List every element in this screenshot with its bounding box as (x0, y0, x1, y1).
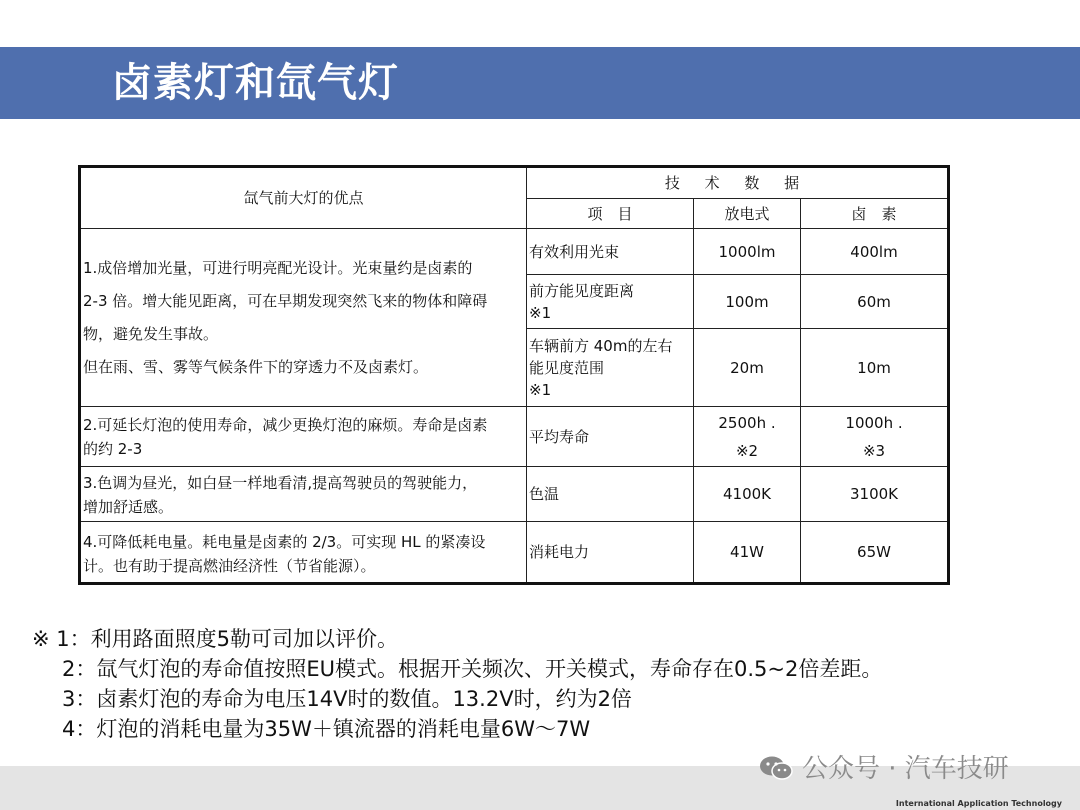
item-label: 有效利用光束 (529, 242, 620, 261)
wechat-icon (758, 755, 794, 781)
advantage-3-line: 增加舒适感。 (83, 498, 174, 516)
halogen-value: 65W (801, 522, 949, 584)
advantage-1 (80, 229, 527, 407)
advantage-4-line: 计。也有助于提高燃油经济性（节省能源）。 (83, 557, 376, 575)
table-header-row (80, 167, 949, 199)
footnote-4: 4：灯泡的消耗电量为35W＋镇流器的消耗电量6W～7W (62, 717, 591, 741)
advantage-4 (80, 522, 527, 584)
item-power-consumption (527, 522, 694, 584)
halogen-value: 400lm (801, 229, 949, 275)
discharge-value: 1000lm (694, 229, 801, 275)
item-visibility-range (527, 329, 694, 407)
halogen-life-note: ※3 (862, 441, 886, 460)
advantage-1-line: 2-3 倍。增大能见距离，可在早期发现突然飞来的物体和障碍 (83, 291, 488, 310)
halogen-value: 60m (801, 275, 949, 329)
advantage-2-line: 的约 2-3 (83, 439, 143, 458)
table-row (80, 407, 949, 467)
item-label: 车辆前方 40m的左右 (529, 336, 673, 355)
discharge-life: 2500h . (718, 413, 776, 432)
halogen-value (801, 407, 949, 467)
advantage-1-line: 物，避免发生事故。 (83, 324, 219, 343)
halogen-value: 3100K (801, 467, 949, 522)
watermark-text: 公众号 · 汽车技研 (802, 754, 1009, 784)
discharge-value: 4100K (694, 467, 801, 522)
footnote-1: ※ 1：利用路面照度5勒可司加以评价。 (32, 627, 398, 651)
advantage-1-line: 1.成倍增加光量，可进行明亮配光设计。光束量约是卤素的 (83, 258, 473, 277)
title-band (0, 47, 1080, 119)
table-row (80, 522, 949, 584)
discharge-value: 41W (694, 522, 801, 584)
spec-table (78, 165, 950, 585)
footnotes (32, 624, 882, 744)
item-note-ref: ※1 (529, 380, 552, 399)
item-label: 消耗电力 (529, 543, 590, 561)
footnote-2: 2：氙气灯泡的寿命值按照EU模式。根据开关频次、开关模式，寿命存在0.5~2倍差距。 (62, 657, 883, 681)
halogen-life: 1000h . (845, 413, 903, 432)
item-color-temp (527, 467, 694, 522)
advantage-3 (80, 467, 527, 522)
footnote-3: 3：卤素灯泡的寿命为电压14V时的数值。13.2V时，约为2倍 (62, 687, 632, 711)
item-note-ref: ※1 (529, 303, 552, 322)
footer-text: International Application Technology (895, 799, 1062, 808)
col-halogen-header: 卤 素 (801, 199, 949, 229)
item-label: 色温 (529, 485, 560, 503)
advantage-4-line: 4.可降低耗电量。耗电量是卤素的 2/3。可实现 HL 的紧凑设 (83, 533, 486, 551)
page-title: 卤素灯和氙气灯 (112, 60, 399, 106)
table-row (80, 467, 949, 522)
advantage-3-line: 3.色调为昼光，如白昼一样地看清,提高驾驶员的驾驶能力， (83, 474, 478, 492)
col-item-header: 项 目 (527, 199, 694, 229)
item-effective-beam (527, 229, 694, 275)
advantages-header: 氙气前大灯的优点 (80, 167, 527, 229)
watermark (758, 748, 1009, 785)
discharge-value (694, 407, 801, 467)
item-label: 平均寿命 (529, 427, 590, 446)
item-average-life (527, 407, 694, 467)
halogen-value: 10m (801, 329, 949, 407)
advantage-2-line: 2.可延长灯泡的使用寿命，减少更换灯泡的麻烦。寿命是卤素 (83, 415, 488, 434)
col-discharge-header: 放电式 (694, 199, 801, 229)
item-label: 前方能见度距离 (529, 281, 635, 300)
discharge-value: 20m (694, 329, 801, 407)
item-visibility-distance (527, 275, 694, 329)
advantage-2 (80, 407, 527, 467)
advantage-1-line: 但在雨、雪、雾等气候条件下的穿透力不及卤素灯。 (83, 357, 429, 376)
table-row (80, 229, 949, 275)
discharge-life-note: ※2 (735, 441, 759, 460)
tech-data-header: 技 术 数 据 (527, 167, 949, 199)
item-label: 能见度范围 (529, 358, 605, 377)
discharge-value: 100m (694, 275, 801, 329)
